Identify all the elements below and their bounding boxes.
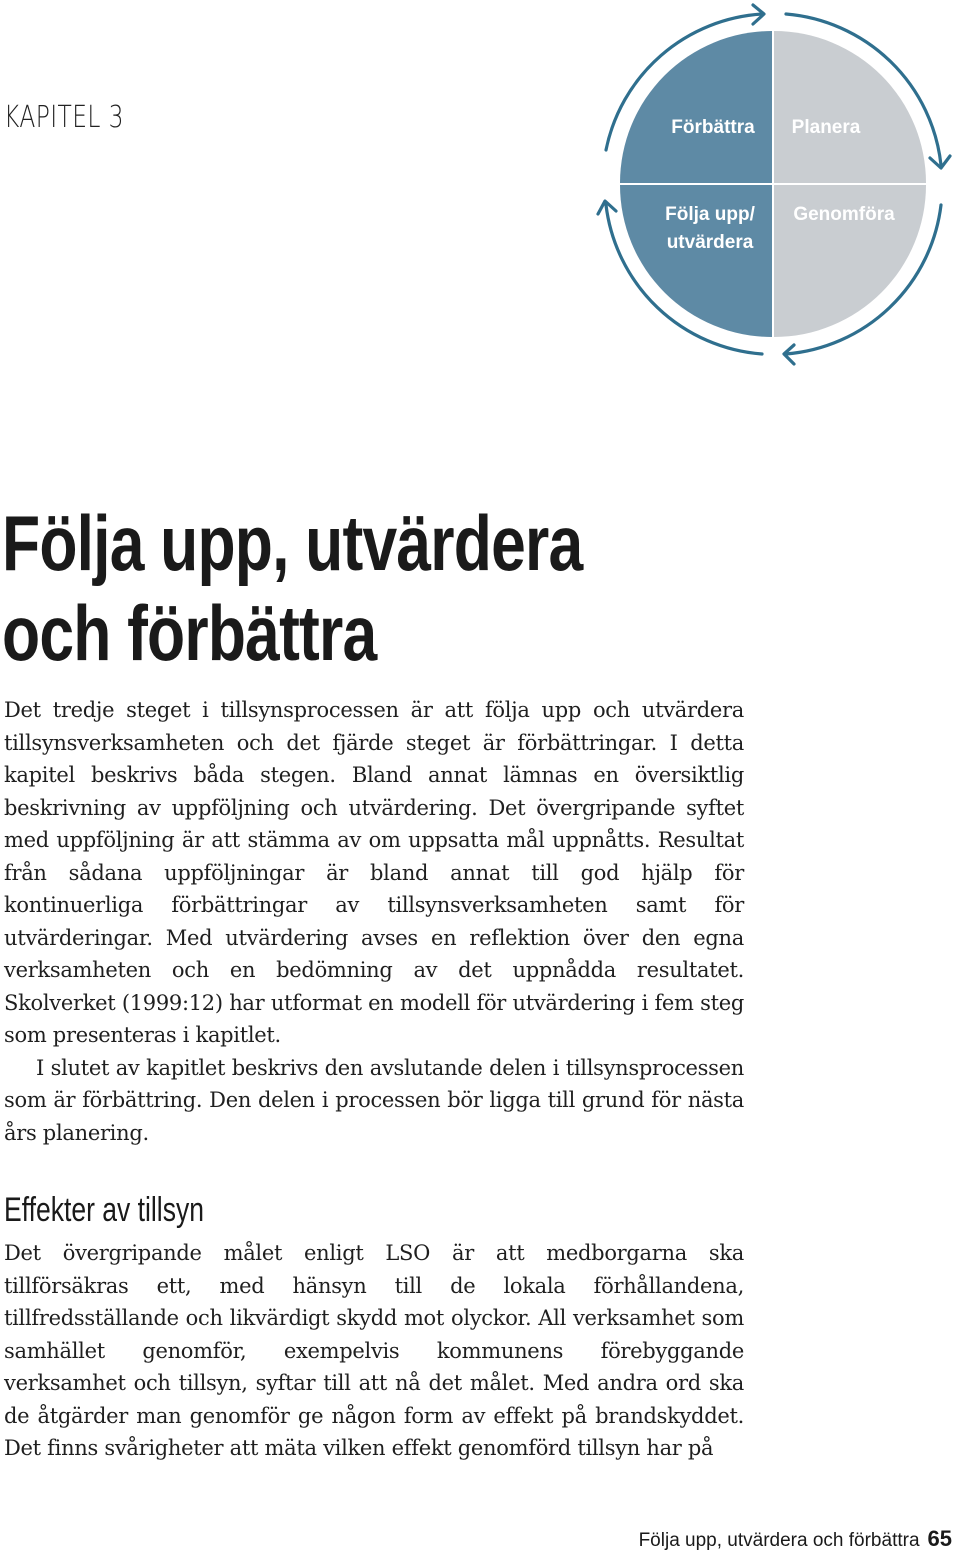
page-footer bbox=[639, 1526, 952, 1552]
quadrant-planera bbox=[774, 31, 926, 183]
section-heading: Effekter av tillsyn bbox=[4, 1191, 204, 1229]
page-title-line-2: och förbättra bbox=[2, 589, 377, 677]
running-title: Följa upp, utvärdera och förbättra bbox=[638, 1530, 920, 1551]
section-text bbox=[4, 1237, 744, 1465]
quadrant-label-planera: Planera bbox=[791, 117, 861, 138]
process-cycle-diagram bbox=[596, 0, 960, 370]
quadrant-label-folja-upp: Följa upp/ bbox=[665, 204, 755, 225]
page-number: 65 bbox=[927, 1526, 952, 1551]
intro-text bbox=[4, 694, 744, 1149]
intro-paragraph-2: I slutet av kapitlet beskrivs den avslutande delen i tillsynsprocessen som är förbättring. Den delen i processen bör ligga till grund för nästa års planering. bbox=[4, 1055, 744, 1145]
section-paragraph: Det övergripande målet enligt LSO är att medborgarna ska tillförsäkras ett, med hänsyn till de lokala förhållandena, tillfredsställande och likvärdigt skydd mot olyckor. All verksamhet som samhället genomför, exempelvis kommunens förebyggande verksamhet och tillsyn, syftar till att nå det målet. Med andra ord ska de åtgärder man genomför ge någon form av effekt på brandskyddet. Det finns svårigheter att mäta vilken effekt genomförd tillsyn har på bbox=[4, 1241, 744, 1460]
quadrant-label-utvardera: utvärdera bbox=[666, 232, 754, 253]
quadrant-forbattra bbox=[620, 31, 772, 183]
quadrant-label-genomfora: Genomföra bbox=[793, 204, 895, 225]
page-title bbox=[2, 498, 582, 678]
process-cycle-svg bbox=[596, 0, 960, 370]
page-title-line-1: Följa upp, utvärdera bbox=[2, 499, 583, 587]
quadrant-label-forbattra: Förbättra bbox=[671, 117, 755, 138]
chapter-label: KAPITEL 3 bbox=[4, 100, 124, 135]
intro-paragraph-1: Det tredje steget i tillsynsprocessen är att följa upp och utvärdera tillsynsverksamheten och det fjärde steget är förbättringar. I detta kapitel beskrivs båda stegen. Bland annat lämnas en översiktlig beskrivning av uppföljning och utvärdering. Det övergripande syftet med uppföljning är att stämma av om uppsatta mål uppnåtts. Resultat från sådana uppföljningar är bland annat till god hjälp för kontinuerliga förbättringar av tillsynsverksamheten samt för utvärderingar. Med utvärdering avses en reflektion över den egna verksamheten och en bedömning av det uppnådda resultatet. Skolverket (1999:12) har utformat en modell för utvärdering i fem steg som presenteras i kapitlet. bbox=[4, 698, 744, 1047]
